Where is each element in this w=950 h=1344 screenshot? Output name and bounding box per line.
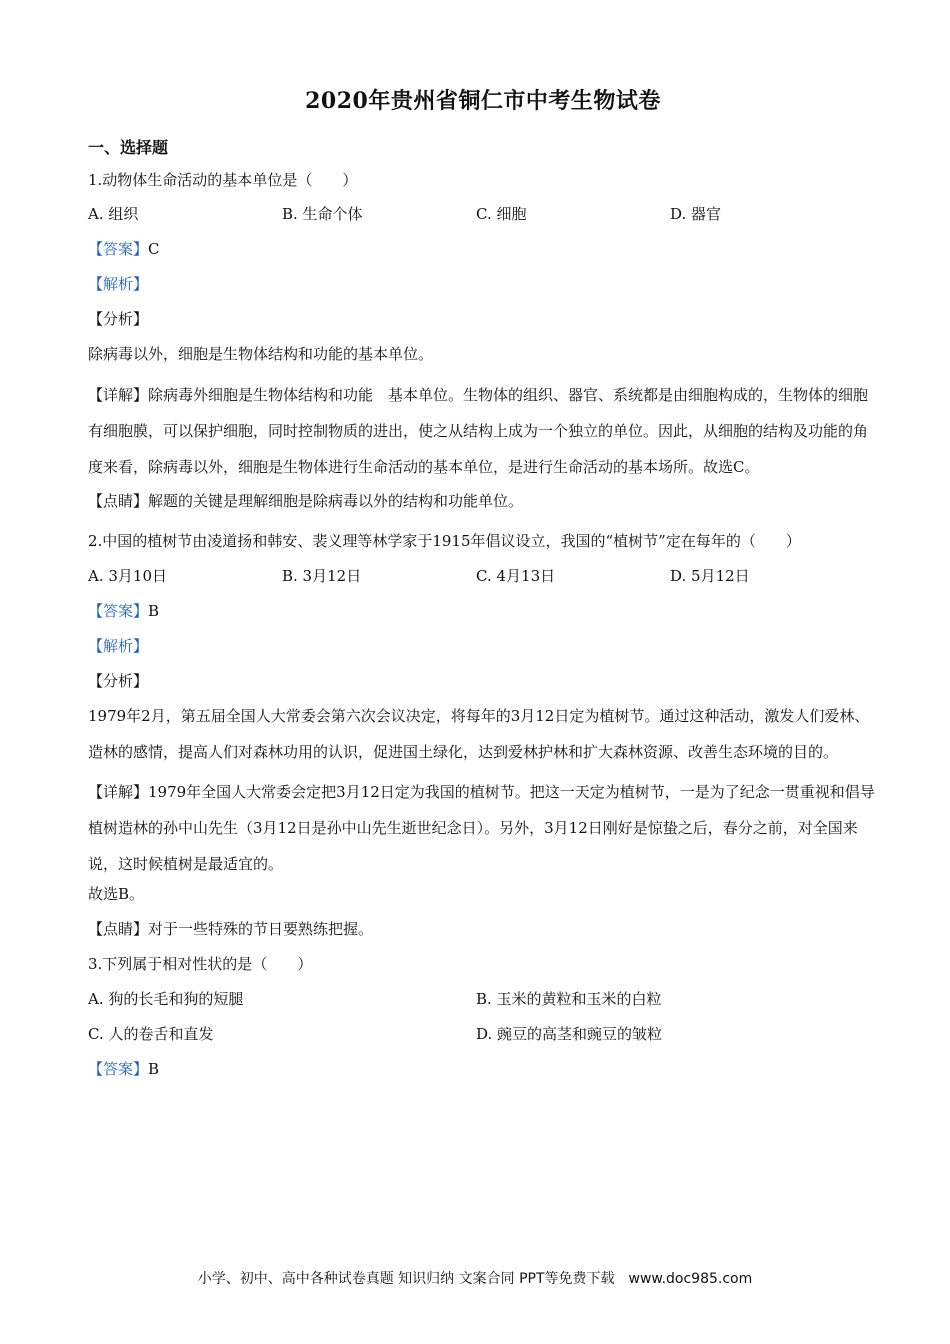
option-d: D. 豌豆的高茎和豌豆的皱粒 xyxy=(476,1025,663,1043)
question-1-fenxi-text: 除病毒以外，细胞是生物体结构和功能的基本单位。 xyxy=(88,345,434,363)
question-2-answer xyxy=(88,599,878,623)
answer-tag: 【答案】 xyxy=(88,1060,149,1078)
option-d: D. 器官 xyxy=(670,205,722,223)
option-d: D. 5月12日 xyxy=(670,567,750,585)
question-1-options xyxy=(88,202,878,226)
question-2-detail: 【详解】1979年全国人大常委会定把3月12日定为我国的植树节。把这一天定为植树节，一是为了纪念一贯重视和倡导植树造林的孙中山先生（3月12日是孙中山先生逝世纪念日）。另外，3月12日刚好是惊蛰之后，春分之前，对全国来说，这时候植树是最适宜的。 xyxy=(88,783,875,873)
question-2-fenxi-tag: 【分析】 xyxy=(88,672,149,690)
section-heading: 一、选择题 xyxy=(88,138,169,157)
question-2-options xyxy=(88,564,878,588)
question-1-detail: 【详解】除病毒外细胞是生物体结构和功能 基本单位。生物体的组织、器官、系统都是由细胞构成的，生物体的细胞有细胞膜，可以保护细胞，同时控制物质的进出，使之从结构上成为一个独立的单位。因此，从细胞的结构及功能的角度来看，除病毒以外，细胞是生物体进行生命活动的基本单位，是进行生命活动的基本场所。故选C。 xyxy=(88,386,869,476)
option-b: B. 玉米的黄粒和玉米的白粒 xyxy=(476,990,662,1008)
question-2-guxuan: 故选B。 xyxy=(88,885,145,903)
option-c: C. 4月13日 xyxy=(476,567,556,585)
question-2-fenxi-text: 1979年2月，第五届全国人大常委会第六次会议决定，将每年的3月12日定为植树节。通过这种活动，激发人们爱林、造林的感情，提高人们对森林功用的认识，促进国土绿化，达到爱林护林和扩大森林资源、改善生态环境的目的。 xyxy=(88,707,870,761)
question-1-jiexi-tag: 【解析】 xyxy=(88,275,149,293)
question-1-answer xyxy=(88,237,878,261)
answer-tag: 【答案】 xyxy=(88,240,149,258)
option-a: A. 3月10日 xyxy=(88,567,167,585)
answer-tag: 【答案】 xyxy=(88,602,149,620)
option-b: B. 3月12日 xyxy=(282,567,362,585)
question-1-stem: 1.动物体生命活动的基本单位是（ ） xyxy=(88,171,358,189)
option-b: B. 生命个体 xyxy=(282,205,363,223)
answer-value: B xyxy=(148,1060,160,1078)
option-c: C. 细胞 xyxy=(476,205,527,223)
question-2-stem: 2.中国的植树节由凌道扬和韩安、裴义理等林学家于1915年倡议设立，我国的“植树节”定在每年的（ ） xyxy=(88,532,801,550)
question-1-dianjing: 【点睛】解题的关键是理解细胞是除病毒以外的结构和功能单位。 xyxy=(88,492,524,510)
document-title: 2020年贵州省铜仁市中考生物试卷 xyxy=(305,88,661,114)
question-1-fenxi-tag: 【分析】 xyxy=(88,310,149,328)
question-3-options xyxy=(88,987,878,1046)
option-c: C. 人的卷舌和直发 xyxy=(88,1025,214,1043)
document-page xyxy=(88,82,878,1092)
question-3-stem: 3.下列属于相对性状的是（ ） xyxy=(88,955,313,973)
page-footer: 小学、初中、高中各种试卷真题 知识归纳 文案合同 PPT等免费下载 www.doc985.com xyxy=(197,1271,753,1287)
question-2-jiexi-tag: 【解析】 xyxy=(88,637,149,655)
question-2-dianjing: 【点睛】对于一些特殊的节日要熟练把握。 xyxy=(88,920,374,938)
option-a: A. 组织 xyxy=(88,205,139,223)
question-3-answer xyxy=(88,1057,878,1081)
option-a: A. 狗的长毛和狗的短腿 xyxy=(88,990,244,1008)
answer-value: B xyxy=(148,602,160,620)
answer-value: C xyxy=(148,240,160,258)
